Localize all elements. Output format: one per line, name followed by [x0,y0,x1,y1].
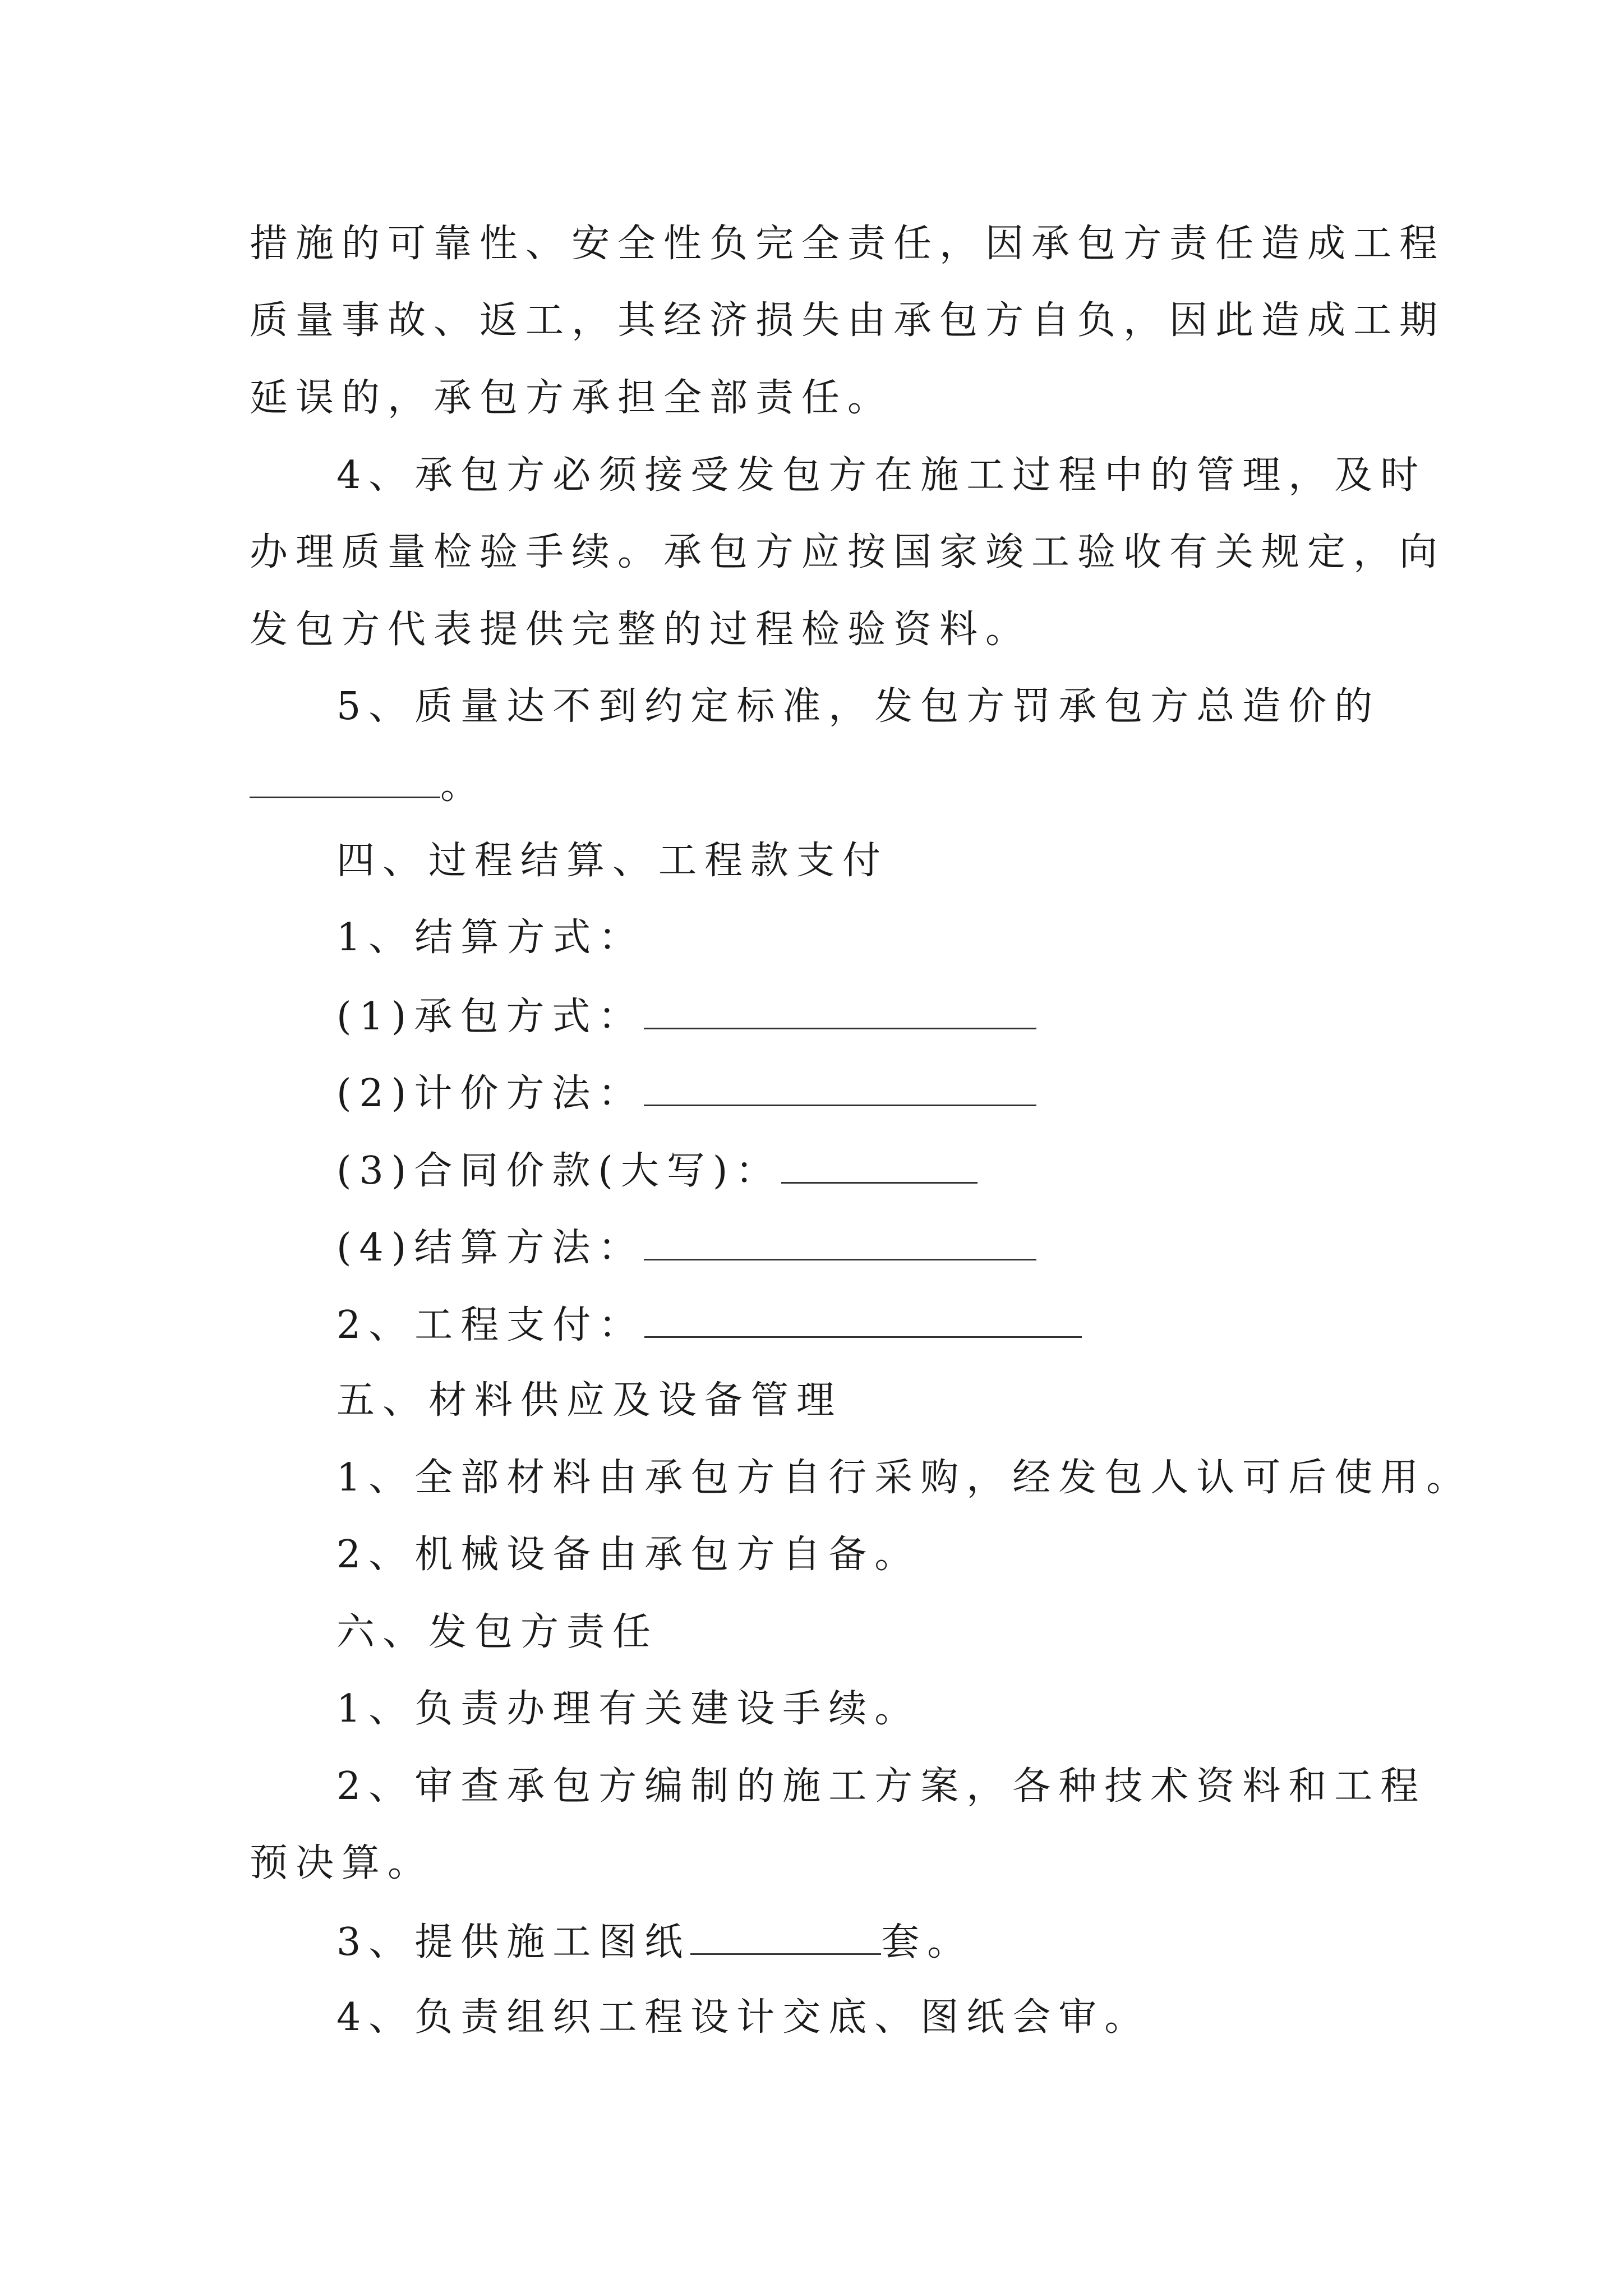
text-line [336,1918,973,1963]
text-line [336,1070,1036,1115]
text-line [250,376,893,421]
text-line [336,1224,1036,1269]
line-text: 5、质量达不到约定标准，发包方罚承包方总造价的 [336,684,1381,729]
line-text: 1、负责办理有关建设手续。 [336,1687,921,1731]
line-text: 延误的，承包方承担全部责任。 [250,376,894,420]
line-text: 3、提供施工图纸 [336,1920,691,1964]
line-text: 套。 [881,1920,974,1964]
text-line [250,1841,434,1886]
text-line [336,1687,920,1732]
line-text: 1、全部材料由承包方自行采购，经发包人认可后使用。 [336,1456,1473,1500]
text-line [250,608,1031,652]
text-line [250,298,1445,343]
line-text: 2、机械设备由承包方自备。 [336,1533,921,1577]
line-text: 4、负责组织工程设计交底、图纸会审。 [336,1995,1151,2040]
line-text: (4)结算方法： [336,1226,644,1270]
text-line [336,1764,1426,1809]
section-heading [336,1610,658,1655]
fill-in-blank[interactable] [781,1147,978,1184]
line-text: (1)承包方式： [336,995,644,1039]
line-text: 预决算。 [250,1841,434,1885]
line-text: (3)合同价款(大写)： [336,1149,782,1193]
text-line [336,684,1380,729]
text-line [250,222,1445,266]
line-text: 六、发包方责任 [336,1610,659,1654]
fill-in-blank[interactable] [250,762,440,798]
section-heading [336,1378,842,1423]
line-text: 2、工程支付： [336,1303,645,1347]
section-heading [336,839,888,884]
line-text: 五、材料供应及设备管理 [336,1378,843,1423]
line-text: 4、承包方必须接受发包方在施工过程中的管理，及时 [336,453,1427,498]
text-line [250,762,486,807]
text-line [336,993,1036,1038]
line-text: 1、结算方式： [336,915,645,960]
text-line [336,1456,1472,1501]
fill-in-blank[interactable] [644,993,1036,1029]
line-text: 四、过程结算、工程款支付 [336,839,889,883]
text-line [250,530,1445,575]
text-line [336,1301,1082,1346]
line-text: (2)计价方法： [336,1071,644,1116]
line-text: 。 [440,763,487,808]
fill-in-blank[interactable] [690,1918,881,1955]
fill-in-blank[interactable] [644,1301,1082,1338]
fill-in-blank[interactable] [644,1224,1036,1260]
text-line [336,1533,920,1577]
line-text: 措施的可靠性、安全性负完全责任，因承包方责任造成工程 [250,222,1446,266]
text-line [336,915,644,960]
fill-in-blank[interactable] [644,1070,1036,1106]
text-line [336,453,1426,498]
line-text: 质量事故、返工，其经济损失由承包方自负，因此造成工期 [250,298,1446,343]
text-line [336,1147,978,1192]
line-text: 办理质量检验手续。承包方应按国家竣工验收有关规定，向 [250,530,1446,574]
line-text: 发包方代表提供完整的过程检验资料。 [250,608,1032,652]
line-text: 2、审查承包方编制的施工方案，各种技术资料和工程 [336,1764,1427,1809]
text-line [336,1995,1150,2040]
